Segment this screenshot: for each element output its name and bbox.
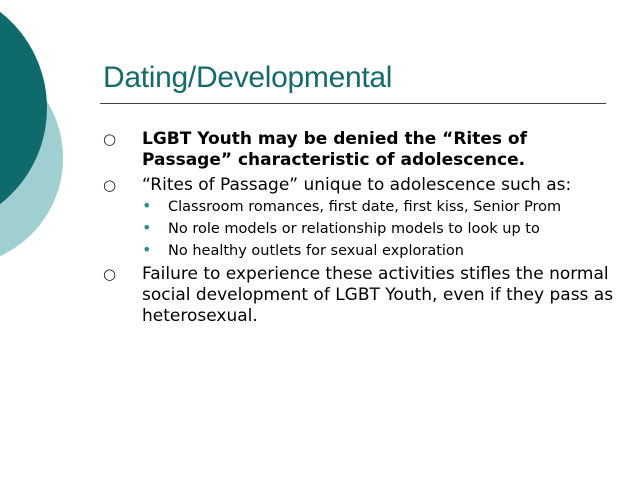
sub-bullet-text: No healthy outlets for sexual exploration — [168, 243, 464, 259]
dot-bullet-icon: • — [142, 218, 152, 237]
title-underline — [100, 103, 606, 104]
sub-bullet-text: No role models or relationship models to look up to — [168, 221, 540, 237]
sub-bullet-item — [142, 242, 621, 260]
hollow-circle-bullet-icon: ○ — [103, 176, 117, 194]
bullet-text: LGBT Youth may be denied the “Rites of Passage” characteristic of adolescence. — [142, 129, 527, 170]
sub-bullet-item — [142, 220, 621, 238]
bullet-list — [101, 129, 621, 331]
dot-bullet-icon: • — [142, 196, 152, 215]
bullet-text: Failure to experience these activities stifles the normal social development of LGBT Youth, even if they pass as heterosexual. — [142, 264, 614, 326]
hollow-circle-bullet-icon: ○ — [103, 130, 117, 148]
hollow-circle-bullet-icon: ○ — [103, 265, 117, 283]
sub-bullet-text: Classroom romances, first date, first kiss, Senior Prom — [168, 199, 562, 215]
bullet-item — [101, 264, 621, 327]
sub-bullet-list — [142, 198, 621, 260]
bullet-item — [101, 175, 621, 260]
slide-title: Dating/Developmental — [103, 61, 393, 94]
dot-bullet-icon: • — [142, 240, 152, 259]
bullet-text: “Rites of Passage” unique to adolescence such as: — [142, 175, 572, 195]
sub-bullet-item — [142, 198, 621, 216]
bullet-item — [101, 129, 621, 171]
